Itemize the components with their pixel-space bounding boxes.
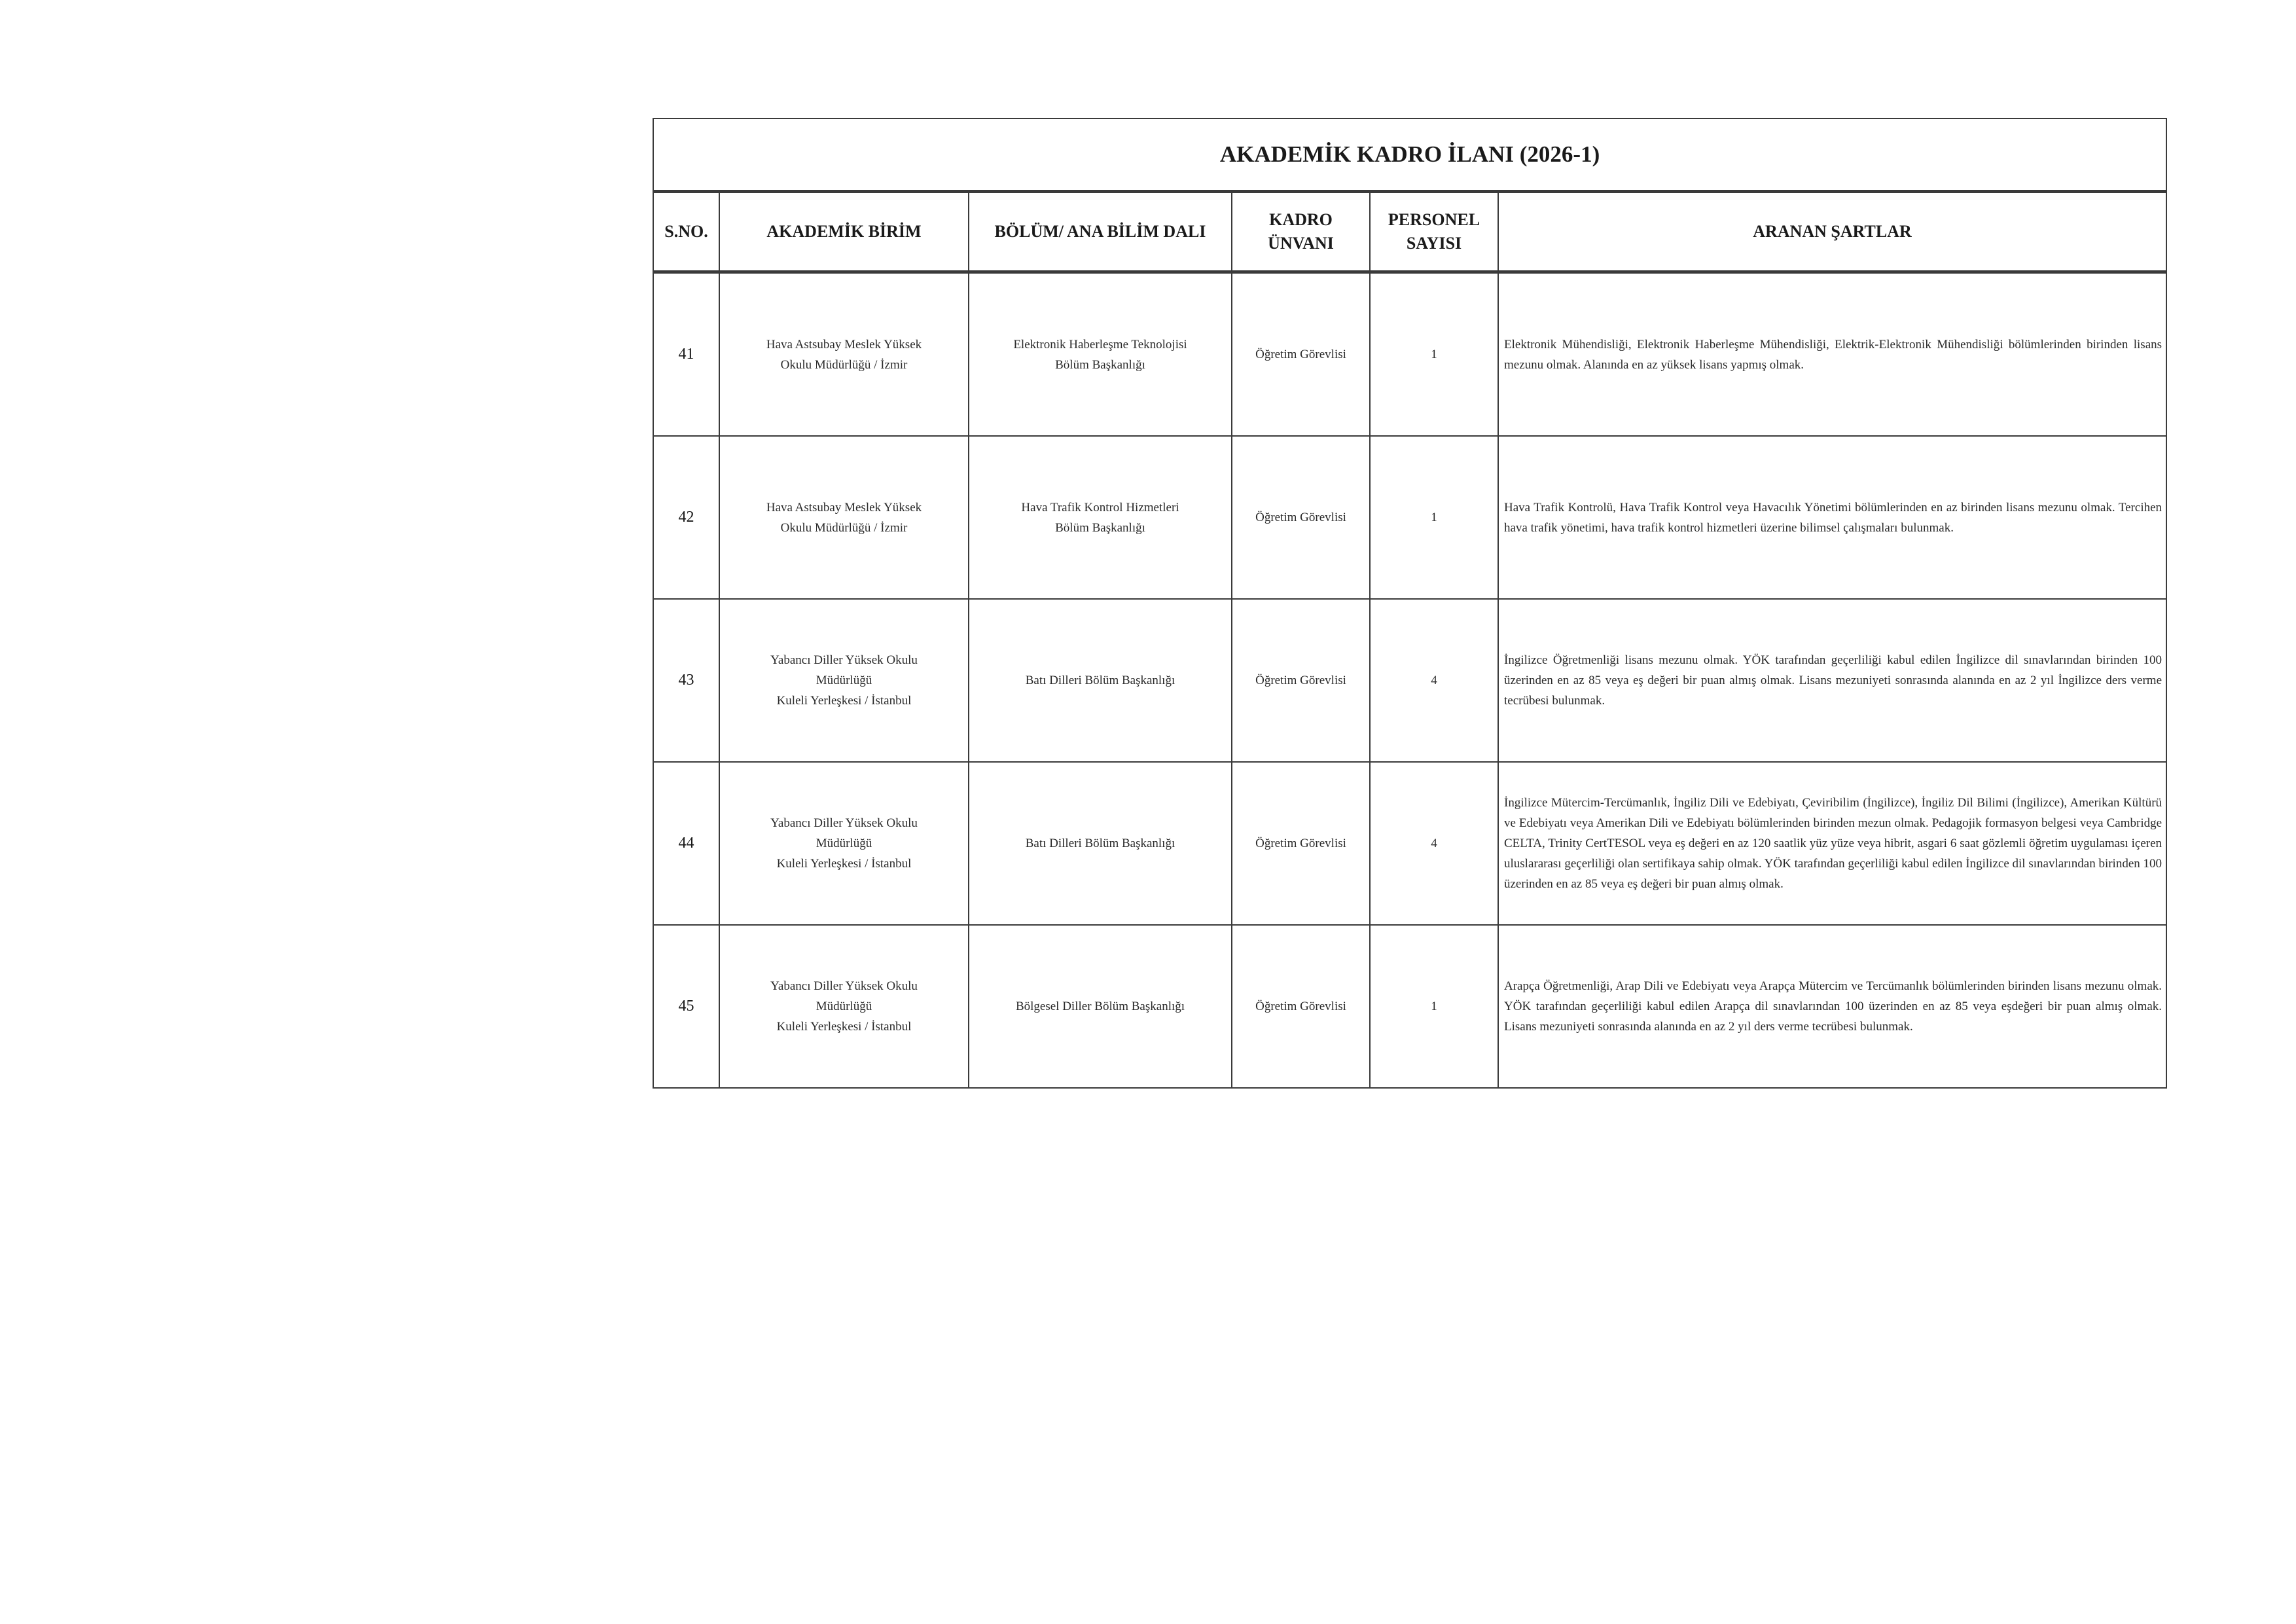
cell-akademik-birim-line: Okulu Müdürlüğü / İzmir	[780, 520, 908, 535]
table-row	[653, 272, 2166, 437]
cell-personel-sayisi: 1	[1370, 436, 1498, 599]
cell-akademik-birim-line: Yabancı Diller Yüksek Okulu	[770, 816, 918, 830]
cell-akademik-birim-line: Yabancı Diller Yüksek Okulu	[770, 653, 918, 667]
document-title: AKADEMİK KADRO İLANI (2026-1)	[653, 118, 2166, 192]
cell-sno: 43	[653, 599, 719, 762]
cell-akademik-birim	[719, 599, 969, 762]
cell-bolum	[969, 436, 1232, 599]
cell-personel-sayisi: 4	[1370, 599, 1498, 762]
table-header-row	[653, 192, 2166, 272]
cell-personel-sayisi: 1	[1370, 272, 1498, 437]
cell-kadro-unvani: Öğretim Görevlisi	[1232, 599, 1370, 762]
cell-bolum-line: Batı Dilleri Bölüm Başkanlığı	[1025, 674, 1175, 687]
cell-bolum-line: Batı Dilleri Bölüm Başkanlığı	[1025, 837, 1175, 850]
header-aranan-sartlar: ARANAN ŞARTLAR	[1498, 192, 2166, 272]
cell-aranan-sartlar: İngilizce Öğretmenliği lisans mezunu olmak. YÖK tarafından geçerliliği kabul edilen İngilizce dil sınavlarından birinden 100 üzerinden en az 85 veya eş değeri bir puan almış olmak. Lisans mezuniyeti sonrasında alanında en az 2 yıl İngilizce ders verme tecrübesi bulunmak.	[1498, 599, 2166, 762]
cell-personel-sayisi: 1	[1370, 925, 1498, 1088]
table-row	[653, 762, 2166, 925]
cell-bolum	[969, 925, 1232, 1088]
cell-akademik-birim	[719, 762, 969, 925]
cell-bolum	[969, 599, 1232, 762]
cell-bolum	[969, 272, 1232, 437]
cell-akademik-birim-line: Kuleli Yerleşkesi / İstanbul	[776, 694, 912, 708]
announcement-table	[653, 118, 2167, 1089]
cell-akademik-birim	[719, 436, 969, 599]
cell-bolum-line: Bölgesel Diller Bölüm Başkanlığı	[1015, 1000, 1185, 1013]
cell-sno: 41	[653, 272, 719, 437]
header-personel-sayisi-line2: SAYISI	[1406, 234, 1462, 253]
cell-aranan-sartlar: İngilizce Mütercim-Tercümanlık, İngiliz Dili ve Edebiyatı, Çeviribilim (İngilizce), İngiliz Dil Bilimi (İngilizce), Amerikan Kültürü ve Edebiyatı veya Amerikan Dili ve Edebiyatı bölümlerinden birinden mezun olmak. Pedagojik formasyon belgesi veya Cambridge CELTA, Trinity CertTESOL veya eş değeri en az 120 saatlik yüz yüze veya hibrit, asgari 6 saat gözlemli öğretim uygulaması içeren uluslararası geçerliliği olan sertifikaya sahip olmak. YÖK tarafından geçerliliği kabul edilen İngilizce dil sınavlarından birinden 100 üzerinden en az 85 veya eş değeri bir puan almış olmak.	[1498, 762, 2166, 925]
cell-aranan-sartlar: Elektronik Mühendisliği, Elektronik Haberleşme Mühendisliği, Elektrik-Elektronik Mühendisliği bölümlerinden birinden lisans mezunu olmak. Alanında en az yüksek lisans yapmış olmak.	[1498, 272, 2166, 437]
cell-kadro-unvani: Öğretim Görevlisi	[1232, 272, 1370, 437]
cell-akademik-birim-line: Müdürlüğü	[816, 1000, 872, 1013]
table-row	[653, 599, 2166, 762]
cell-akademik-birim-line: Hava Astsubay Meslek Yüksek	[766, 500, 922, 514]
cell-aranan-sartlar: Hava Trafik Kontrolü, Hava Trafik Kontrol veya Havacılık Yönetimi bölümlerinden en az birinden lisans mezunu olmak. Tercihen hava trafik yönetimi, hava trafik kontrol hizmetleri üzerine bilimsel çalışmaları bulunmak.	[1498, 436, 2166, 599]
cell-bolum-line: Hava Trafik Kontrol Hizmetleri	[1021, 500, 1179, 514]
cell-bolum-line: Bölüm Başkanlığı	[1055, 520, 1145, 535]
cell-akademik-birim-line: Müdürlüğü	[816, 837, 872, 850]
cell-bolum-line: Elektronik Haberleşme Teknolojisi	[1013, 337, 1187, 352]
cell-aranan-sartlar: Arapça Öğretmenliği, Arap Dili ve Edebiyatı veya Arapça Mütercim ve Tercümanlık bölümlerinden birinden lisans mezunu olmak. YÖK tarafından geçerliliği kabul edilen Arapça dil sınavlarından 100 üzerinden en az 85 veya eşdeğeri bir puan almış olmak. Lisans mezuniyeti sonrasında alanında en az 2 yıl ders verme tecrübesi bulunmak.	[1498, 925, 2166, 1088]
header-kadro-unvani-line1: KADRO	[1269, 210, 1333, 229]
cell-sno: 45	[653, 925, 719, 1088]
cell-sno: 44	[653, 762, 719, 925]
header-bolum: BÖLÜM/ ANA BİLİM DALI	[969, 192, 1232, 272]
table-row	[653, 925, 2166, 1088]
cell-kadro-unvani: Öğretim Görevlisi	[1232, 925, 1370, 1088]
header-kadro-unvani-line2: ÜNVANI	[1268, 234, 1334, 253]
header-sno: S.NO.	[653, 192, 719, 272]
cell-akademik-birim-line: Yabancı Diller Yüksek Okulu	[770, 979, 918, 993]
header-akademik-birim: AKADEMİK BİRİM	[719, 192, 969, 272]
cell-akademik-birim-line: Kuleli Yerleşkesi / İstanbul	[776, 1020, 912, 1034]
cell-bolum	[969, 762, 1232, 925]
cell-bolum-line: Bölüm Başkanlığı	[1055, 357, 1145, 372]
header-personel-sayisi-line1: PERSONEL	[1388, 210, 1480, 229]
table-row	[653, 436, 2166, 599]
header-personel-sayisi	[1370, 192, 1498, 272]
cell-kadro-unvani: Öğretim Görevlisi	[1232, 762, 1370, 925]
cell-sno: 42	[653, 436, 719, 599]
cell-personel-sayisi: 4	[1370, 762, 1498, 925]
cell-kadro-unvani: Öğretim Görevlisi	[1232, 436, 1370, 599]
header-kadro-unvani	[1232, 192, 1370, 272]
cell-akademik-birim	[719, 272, 969, 437]
cell-akademik-birim-line: Kuleli Yerleşkesi / İstanbul	[776, 857, 912, 871]
cell-akademik-birim-line: Okulu Müdürlüğü / İzmir	[780, 357, 908, 372]
table-body	[653, 272, 2166, 1089]
cell-akademik-birim-line: Hava Astsubay Meslek Yüksek	[766, 337, 922, 352]
cell-akademik-birim-line: Müdürlüğü	[816, 674, 872, 687]
cell-akademik-birim	[719, 925, 969, 1088]
